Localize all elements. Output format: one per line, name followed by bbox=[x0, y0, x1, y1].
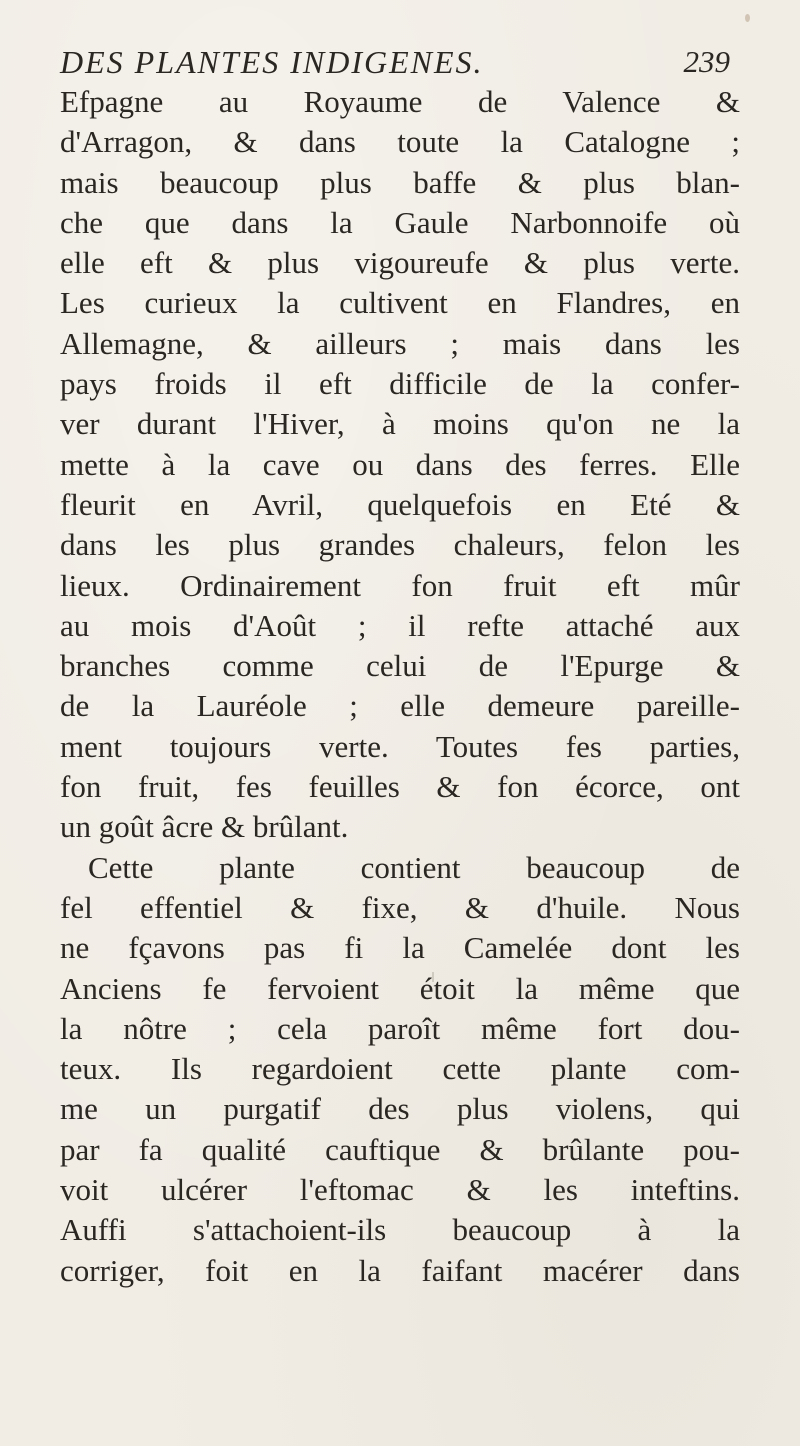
text-line: pays froids il eft difficile de la confer- bbox=[60, 366, 740, 402]
text-line: fel effentiel & fixe, & d'huile. Nous bbox=[60, 889, 740, 925]
text-line: me un purgatif des plus violens, qui bbox=[60, 1091, 740, 1127]
text-line: Les curieux la cultivent en Flandres, en bbox=[60, 285, 740, 321]
paragraph-start-line: Cette plante contient beaucoup de bbox=[88, 849, 740, 885]
paper-spot bbox=[745, 14, 750, 22]
text-line: Auffi s'attachoient-ils beaucoup à la bbox=[60, 1212, 740, 1248]
text-line: Efpagne au Royaume de Valence & bbox=[60, 84, 740, 119]
text-line: ver durant l'Hiver, à moins qu'on ne la bbox=[60, 406, 740, 442]
paragraph-end-line: un goût âcre & brûlant. bbox=[60, 809, 349, 845]
text-line: ment toujours verte. Toutes fes parties, bbox=[60, 728, 740, 764]
text-line: mette à la cave ou dans des ferres. Elle bbox=[60, 446, 740, 482]
text-line: Allemagne, & ailleurs ; mais dans les bbox=[60, 325, 740, 361]
text-line: che que dans la Gaule Narbonnoife où bbox=[60, 204, 740, 240]
text-line: Anciens fe fervoient étoit la même que bbox=[60, 970, 740, 1006]
text-line: voit ulcérer l'eftomac & les inteftins. bbox=[60, 1172, 740, 1208]
page-number: 239 bbox=[683, 44, 730, 79]
body-text bbox=[60, 82, 740, 1291]
text-line: d'Arragon, & dans toute la Catalogne ; bbox=[60, 124, 740, 160]
text-line: au mois d'Août ; il refte attaché aux bbox=[60, 607, 740, 643]
text-line: elle eft & plus vigoureufe & plus verte. bbox=[60, 245, 740, 281]
text-line: ne fçavons pas fi la Camelée dont les bbox=[60, 930, 740, 966]
text-line: par fa qualité cauftique & brûlante pou- bbox=[60, 1131, 740, 1167]
text-line: branches comme celui de l'Epurge & bbox=[60, 648, 740, 684]
text-line: lieux. Ordinairement fon fruit eft mûr bbox=[60, 567, 740, 603]
text-line: dans les plus grandes chaleurs, felon les bbox=[60, 527, 740, 563]
text-line: fon fruit, fes feuilles & fon écorce, ont bbox=[60, 769, 740, 805]
text-line: de la Lauréole ; elle demeure pareille- bbox=[60, 688, 740, 724]
text-line: mais beaucoup plus baffe & plus blan- bbox=[60, 164, 740, 200]
text-line: fleurit en Avril, quelquefois en Eté & bbox=[60, 486, 740, 522]
running-head bbox=[60, 40, 730, 84]
running-title: DES PLANTES INDIGENES. bbox=[60, 44, 484, 80]
text-line: teux. Ils regardoient cette plante com- bbox=[60, 1051, 740, 1087]
text-line: la nôtre ; cela paroît même fort dou- bbox=[60, 1010, 740, 1046]
text-line: corriger, foit en la faifant macérer dans bbox=[60, 1252, 740, 1288]
